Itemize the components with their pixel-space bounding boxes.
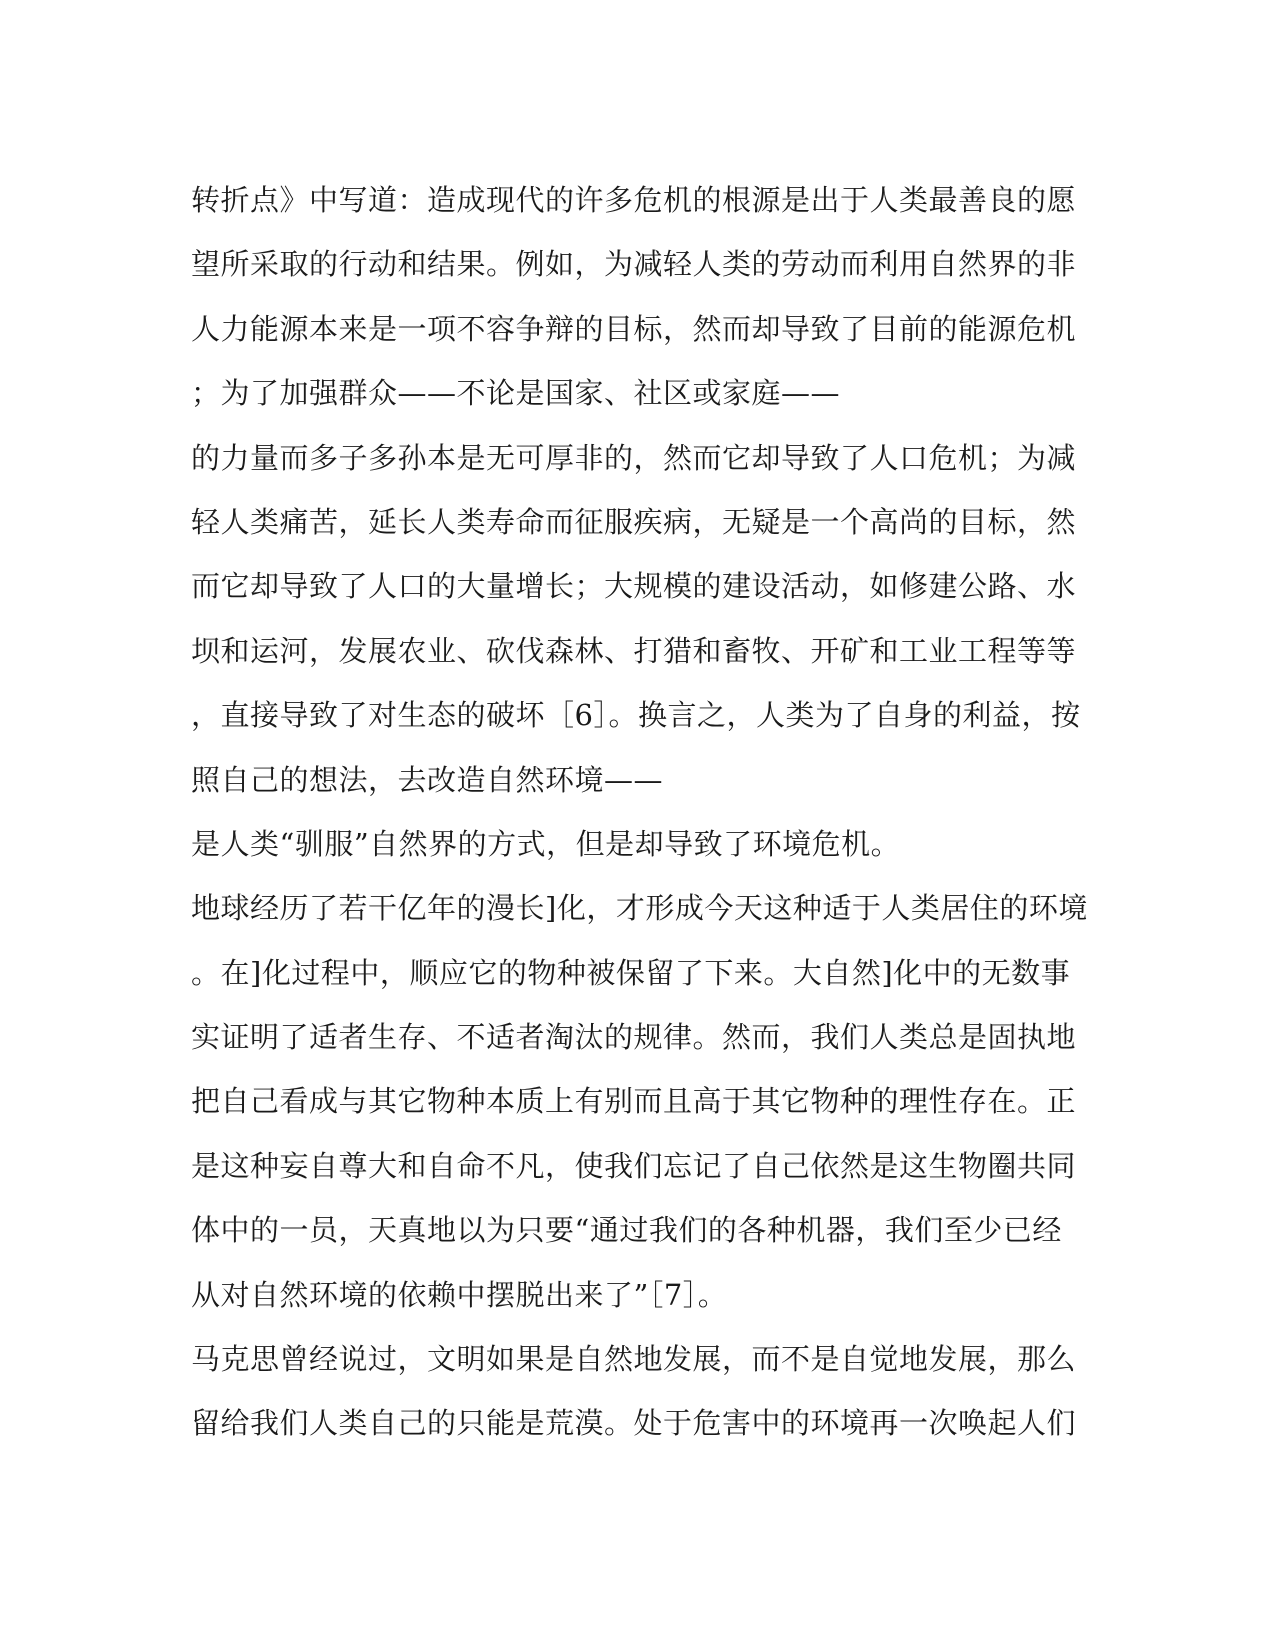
text-line: 轻人类痛苦，延长人类寿命而征服疾病，无疑是一个高尚的目标，然 — [191, 504, 1077, 539]
text-line: 坝和运河，发展农业、砍伐森林、打猎和畜牧、开矿和工业工程等等 — [191, 633, 1077, 668]
text-line: 是这种妄自尊大和自命不凡，使我们忘记了自己依然是这生物圈共同 — [191, 1148, 1077, 1183]
text-line: ，直接导致了对生态的破坏［6］。换言之，人类为了自身的利益，按 — [191, 698, 1081, 733]
text-line: 从对自然环境的依赖中摆脱出来了”［7］。 — [191, 1277, 728, 1312]
text-line: 马克思曾经说过，文明如果是自然地发展，而不是自觉地发展，那么 — [191, 1342, 1077, 1377]
text-line: 望所采取的行动和结果。例如，为减轻人类的劳动而利用自然界的非 — [191, 247, 1077, 282]
text-line: 体中的一员，天真地以为只要“通过我们的各种机器，我们至少已经 — [191, 1213, 1062, 1248]
text-line: 地球经历了若干亿年的漫长]化，才形成今天这种适于人类居住的环境 — [191, 891, 1088, 926]
text-line: 留给我们人类自己的只能是荒漠。处于危害中的环境再一次唤起人们 — [191, 1406, 1077, 1441]
text-line: 照自己的想法，去改造自然环境—— — [191, 762, 664, 797]
text-line: 人力能源本来是一项不容争辩的目标，然而却导致了目前的能源危机 — [191, 311, 1077, 346]
body-text — [191, 168, 1091, 1456]
text-line: 的力量而多子多孙本是无可厚非的，然而它却导致了人口危机；为减 — [191, 440, 1077, 475]
text-line: 而它却导致了人口的大量增长；大规模的建设活动，如修建公路、水 — [191, 569, 1077, 604]
text-line: 实证明了适者生存、不适者淘汰的规律。然而，我们人类总是固执地 — [191, 1020, 1077, 1055]
text-line: 转折点》中写道：造成现代的许多危机的根源是出于人类最善良的愿 — [191, 183, 1077, 217]
text-line: 把自己看成与其它物种本质上有别而且高于其它物种的理性存在。正 — [191, 1084, 1077, 1119]
text-line: ；为了加强群众——不论是国家、社区或家庭—— — [191, 376, 841, 411]
text-line: 。在]化过程中，顺应它的物种被保留了下来。大自然]化中的无数事 — [191, 955, 1071, 990]
text-line: 是人类“驯服”自然界的方式，但是却导致了环境危机。 — [191, 826, 901, 861]
